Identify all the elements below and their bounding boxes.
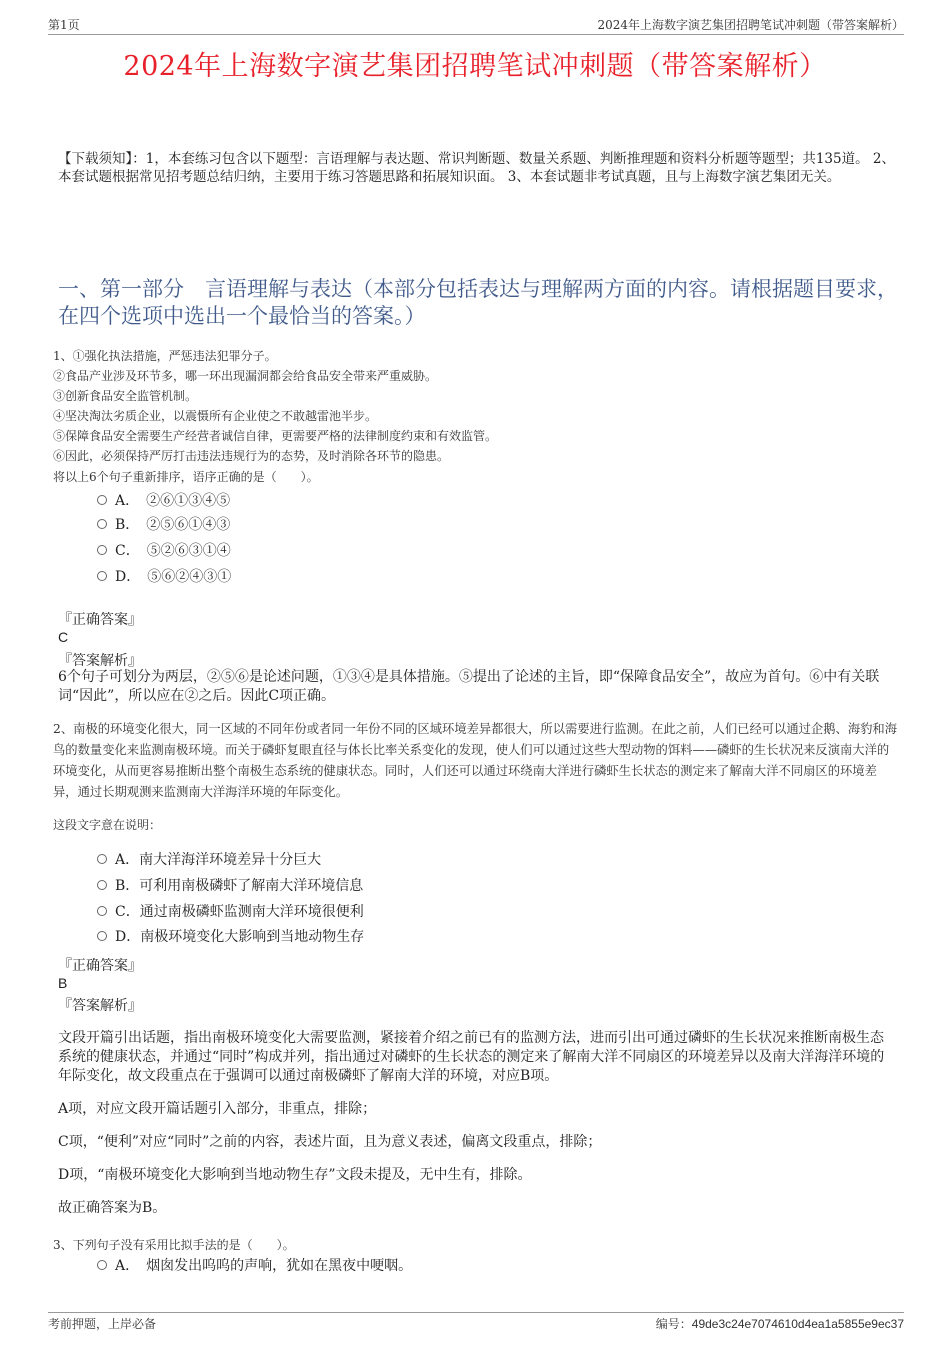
radio-icon[interactable] [97,571,107,581]
q2-prompt: 这段文字意在说明： [53,818,162,832]
q2-analysis-paragraph: D项，“南极环境变化大影响到当地动物生存”文段未提及，无中生有，排除。 [58,1167,532,1183]
q1-option-a[interactable]: A． ②⑥①③④⑤ [97,491,230,511]
radio-icon[interactable] [97,519,107,529]
page-footer [48,1312,904,1335]
q3-option-a[interactable]: A． 烟囱发出呜呜的声响，犹如在黑夜中哽咽。 [97,1256,412,1276]
q1-answer: C [58,629,69,645]
q2-analysis-paragraph: A项，对应文段开篇话题引入部分，非重点，排除； [58,1101,377,1117]
page-header [48,14,904,35]
q2-answer-tag: 『正确答案』 [58,958,142,974]
footer-code [656,1315,904,1332]
footer-code-value: 49de3c24e7074610d4ea1a5855e9ec37 [691,1317,904,1331]
section-heading: 一、第一部分 言语理解与表达（本部分包括表达与理解两方面的内容。请根据题目要求，在四个选项中选出一个最恰当的答案。） [58,277,898,328]
q1-line: ②食品产业涉及环节多，哪一环出现漏洞都会给食品安全带来严重威胁。 [53,369,438,383]
q1-line: ④坚决淘汰劣质企业，以震慑所有企业使之不敢越雷池半步。 [53,409,378,423]
q1-line: ⑥因此，必须保持严厉打击违法违规行为的态势，及时消除各环节的隐患。 [53,449,450,463]
footer-slogan: 考前押题，上岸必备 [48,1317,157,1331]
q1-analysis: 6个句子可划分为两层，②⑤⑥是论述问题，①③④是具体措施。⑤提出了论述的主旨，即“保障食品安全”，故应为首句。⑥中有关联词“因此”，所以应在②之后。因此C项正确。 [58,669,880,704]
q1-line: ⑤保障食品安全需要生产经营者诚信自律，更需要严格的法律制度约束和有效监管。 [53,429,498,443]
q2-option-a[interactable]: A．南大洋海洋环境差异十分巨大 [97,850,321,870]
q2-option-c[interactable]: C．通过南极磷虾监测南大洋环境很便利 [97,902,364,922]
q1-option-d[interactable]: D． ⑤⑥②④③① [97,567,231,587]
q2-answer: B [58,975,68,991]
q1-line: ③创新食品安全监管机制。 [53,389,198,403]
page-title: 2024年上海数字演艺集团招聘笔试冲刺题（带答案解析） [123,51,827,82]
header-doc-title: 2024年上海数字演艺集团招聘笔试冲刺题（带答案解析） [597,18,904,32]
q2-analysis-paragraph: C项，“便利”对应“同时”之前的内容，表述片面，且为意义表述，偏离文段重点，排除； [58,1134,602,1150]
radio-icon[interactable] [97,1260,107,1270]
q1-option-c[interactable]: C． ⑤②⑥③①④ [97,541,231,561]
q2-passage: 2、南极的环境变化很大，同一区域的不同年份或者同一年份不同的区域环境差异都很大，所以需要进行监测。在此之前，人们已经可以通过企鹅、海豹和海鸟的数量变化来监测南极环境。而关于磷虾复眼直径与体长比率关系变化的发现，使人们可以通过这些大型动物的饵料——磷虾的生长状况来反演南大洋的环境变化，从而更容易推断出整个南极生态系统的健康状态。同时，人们还可以通过环绕南大洋进行磷虾生长状态的测定来了解南大洋不同扇区的环境差异，通过长期观测来监测南大洋海洋环境的年际变化。 [53,722,898,799]
radio-icon[interactable] [97,931,107,941]
q2-analysis-paragraph: 故正确答案为B。 [58,1200,167,1216]
radio-icon[interactable] [97,854,107,864]
q2-option-d[interactable]: D．南极环境变化大影响到当地动物生存 [97,927,364,947]
radio-icon[interactable] [97,545,107,555]
radio-icon[interactable] [97,906,107,916]
radio-icon[interactable] [97,880,107,890]
q2-analysis-paragraph: 文段开篇引出话题，指出南极环境变化大需要监测，紧接着介绍之前已有的监测方法，进而引出可通过磷虾的生长状况来推断南极生态系统的健康状态，并通过“同时”构成并列，指出通过对磷虾的生长状态的测定来了解南大洋不同扇区的环境差异以及南大洋海洋环境的年际变化，故文段重点在于强调可以通过南极磷虾了解南大洋的环境，对应B项。 [58,1030,885,1084]
q1-option-b[interactable]: B． ②⑤⑥①④③ [97,515,230,535]
q1-analysis-tag: 『答案解析』 [58,653,142,669]
q2-option-b[interactable]: B．可利用南极磷虾了解南大洋环境信息 [97,876,363,896]
radio-icon[interactable] [97,495,107,505]
footer-code-label: 编号： [655,1317,692,1331]
download-notice: 【下载须知】：1，本套练习包含以下题型：言语理解与表达题、常识判断题、数量关系题、判断推理题和资料分析题等题型；共135道。 2、本套试题根据常见招考题总结归纳，主要用于练习答题思路和拓展知识面。 3、本套试题非考试真题，且与上海数字演艺集团无关。 [58,151,895,185]
page-number: 第1页 [48,18,80,32]
q2-analysis-tag: 『答案解析』 [58,998,142,1014]
q1-line: 1、①强化执法措施，严惩违法犯罪分子。 [53,349,277,363]
q3-stem: 3、下列句子没有采用比拟手法的是（ ）。 [53,1238,295,1252]
q1-answer-tag: 『正确答案』 [58,612,142,628]
q1-line: 将以上6个句子重新排序，语序正确的是（ ）。 [53,470,319,484]
